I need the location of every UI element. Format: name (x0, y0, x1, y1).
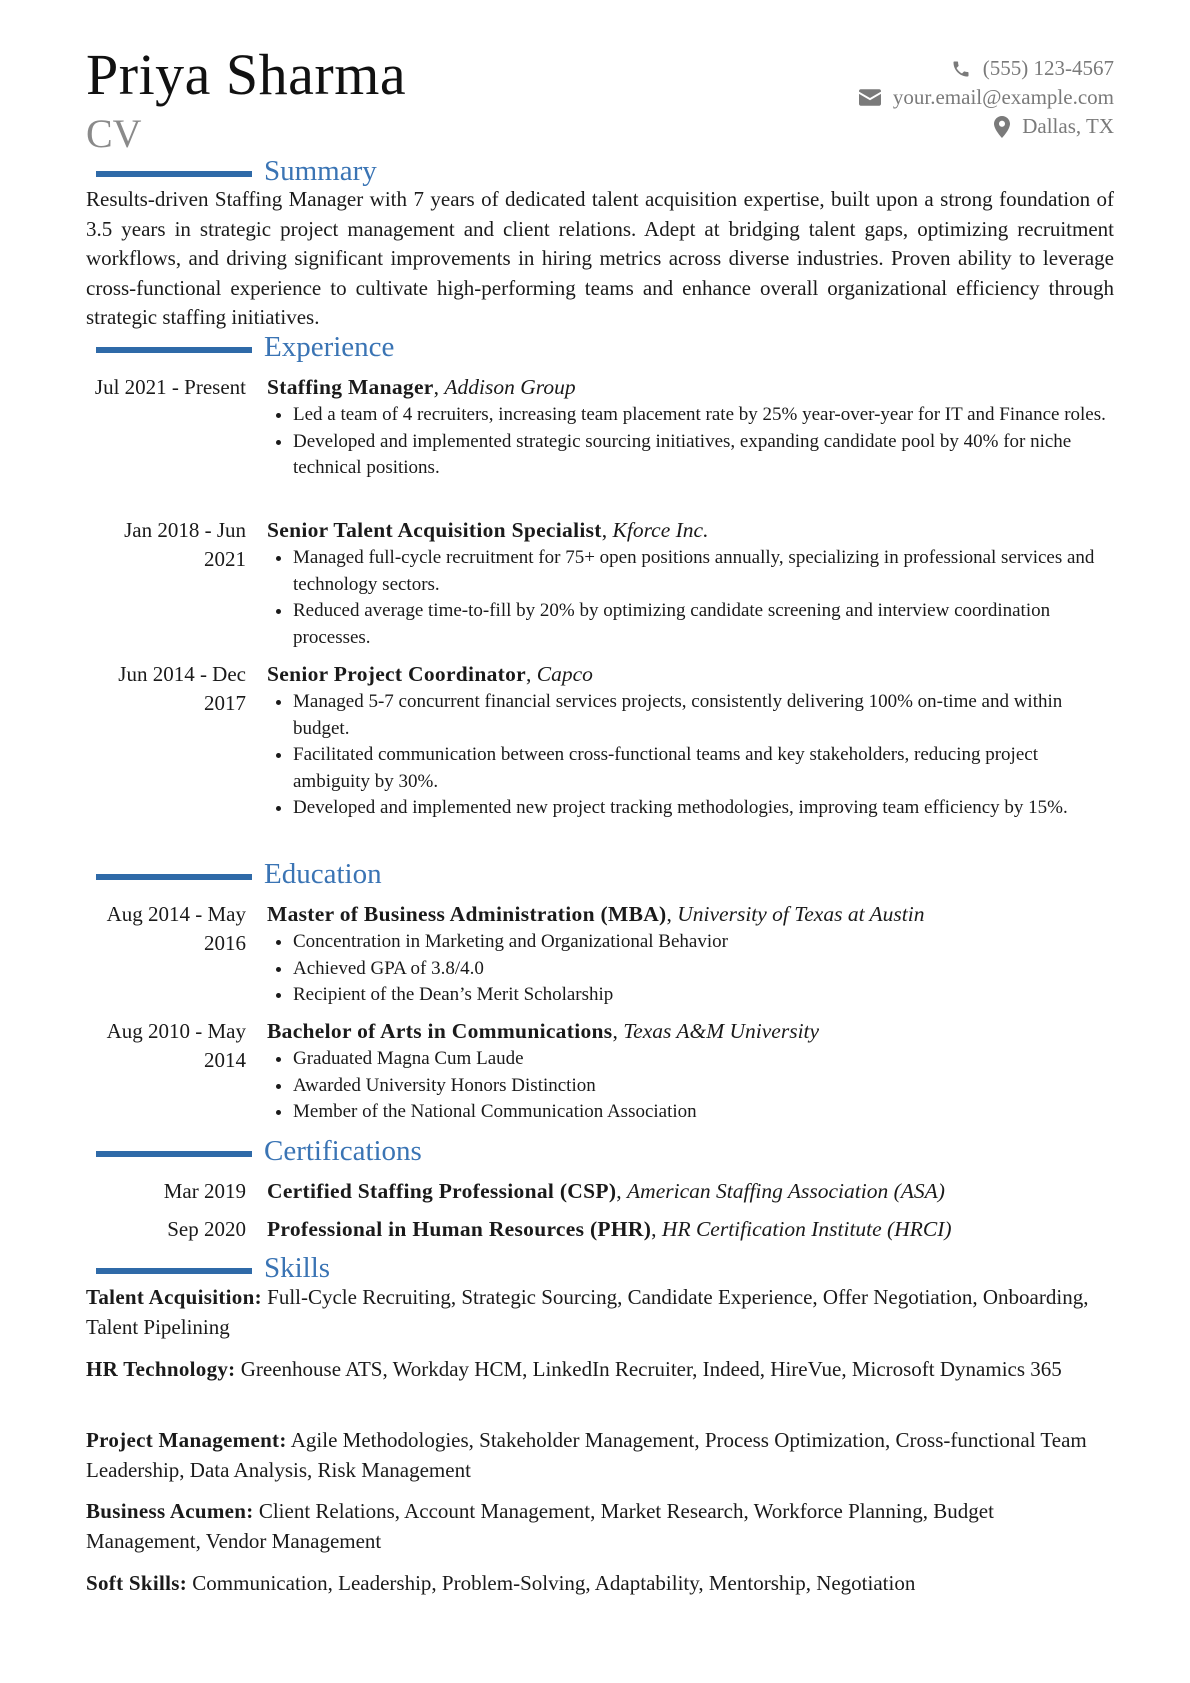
skill-group (86, 1497, 1114, 1556)
email-address[interactable]: your.email@example.com (892, 85, 1114, 109)
entry-role: Staffing Manager (267, 375, 434, 399)
section-title: Experience (264, 330, 395, 363)
envelope-icon (859, 89, 881, 106)
bullet-item: Recipient of the Dean’s Merit Scholarship (267, 982, 1114, 1009)
map-pin-icon (994, 116, 1010, 138)
entry-degree: Master of Business Administration (MBA) (267, 902, 667, 926)
skill-label: HR Technology: (86, 1357, 236, 1381)
skill-group (86, 1283, 1114, 1342)
section-bar (96, 171, 252, 177)
entry-heading: Senior Talent Acquisition Specialist, Kforce Inc. (267, 518, 709, 542)
contact-phone (859, 54, 1114, 83)
section-bar (96, 874, 252, 880)
certification-name: Certified Staffing Professional (CSP) (267, 1179, 617, 1203)
section-title: Summary (264, 154, 377, 187)
education-heading (96, 856, 382, 892)
entry-body (267, 660, 1114, 822)
entry-date: Jul 2021 - Present (94, 375, 246, 399)
entry-org: Addison Group (444, 375, 576, 399)
entry-bullets (267, 689, 1114, 822)
skill-label: Business Acumen: (86, 1499, 254, 1523)
entry-heading: Certified Staffing Professional (CSP), American Staffing Association (ASA) (267, 1179, 945, 1203)
skill-list: Client Relations, Account Management, Market Research, Workforce Planning, Budget Management, Vendor Management (86, 1499, 994, 1553)
contact-email (859, 83, 1114, 112)
entry-org: Kforce Inc. (612, 518, 709, 542)
bullet-item: Graduated Magna Cum Laude (267, 1046, 1114, 1073)
section-bar (96, 1268, 252, 1274)
bullet-item: Developed and implemented new project tracking methodologies, improving team efficiency by 15%. (267, 795, 1114, 822)
document-subtitle: CV (86, 111, 142, 156)
skill-list: Greenhouse ATS, Workday HCM, LinkedIn Recruiter, Indeed, HireVue, Microsoft Dynamics 365 (240, 1357, 1062, 1381)
cv-header (86, 40, 1114, 158)
entry-body (267, 1215, 1114, 1244)
entry-date: Mar 2019 (163, 1179, 246, 1203)
entry-org: Capco (536, 662, 593, 686)
bullet-item: Awarded University Honors Distinction (267, 1073, 1114, 1100)
skill-group (86, 1426, 1114, 1485)
skill-group (86, 1569, 1114, 1599)
entry-bullets (267, 929, 1114, 1009)
bullet-item: Managed 5-7 concurrent financial services projects, consistently delivering 100% on-time and within budget. (267, 689, 1114, 742)
entry-body (267, 900, 1114, 1009)
entry-heading: Professional in Human Resources (PHR), HR Certification Institute (HRCI) (267, 1217, 952, 1241)
section-title: Certifications (264, 1134, 422, 1167)
entry-bullets (267, 402, 1114, 482)
contact-block (859, 54, 1114, 141)
entry-date: Aug 2010 - May 2014 (106, 1019, 246, 1072)
entry-institution: University of Texas at Austin (677, 902, 925, 926)
skill-group (86, 1355, 1114, 1385)
entry-body (267, 516, 1114, 651)
bullet-item: Led a team of 4 recruiters, increasing team placement rate by 25% year-over-year for IT and Finance roles. (267, 402, 1114, 429)
certifications-heading (96, 1133, 422, 1169)
phone-icon (951, 59, 971, 79)
section-title: Education (264, 857, 382, 890)
phone-number: (555) 123-4567 (982, 56, 1114, 80)
entry-body (267, 373, 1114, 482)
entry-role: Senior Talent Acquisition Specialist (267, 518, 602, 542)
bullet-item: Achieved GPA of 3.8/4.0 (267, 956, 1114, 983)
skill-label: Project Management: (86, 1428, 287, 1452)
entry-degree: Bachelor of Arts in Communications (267, 1019, 613, 1043)
entry-bullets (267, 1046, 1114, 1126)
bullet-item: Member of the National Communication Association (267, 1099, 1114, 1126)
skill-label: Soft Skills: (86, 1571, 188, 1595)
skill-list: Communication, Leadership, Problem-Solving, Adaptability, Mentorship, Negotiation (192, 1571, 916, 1595)
entry-heading: Staffing Manager, Addison Group (267, 375, 576, 399)
location-text: Dallas, TX (1022, 114, 1114, 138)
contact-location (859, 112, 1114, 141)
summary-heading (96, 153, 377, 189)
skill-list: Agile Methodologies, Stakeholder Management, Process Optimization, Cross-functional Team Leadership, Data Analysis, Risk Management (86, 1428, 1087, 1482)
person-name: Priya Sharma (86, 42, 407, 107)
entry-date: Aug 2014 - May 2016 (106, 902, 246, 955)
summary-text: Results-driven Staffing Manager with 7 years of dedicated talent acquisition expertise, built upon a strong foundation of 3.5 years in strategic project management and client relations. Adept at bridging talent gaps, optimizing recruitment workflows, and driving significant improvements in hiring metrics across diverse industries. Proven ability to leverage cross-functional experience to cultivate high-performing teams and enhance overall organizational efficiency through strategic staffing initiatives. (86, 187, 1114, 329)
entry-body (267, 1177, 1114, 1206)
experience-heading (96, 329, 394, 365)
certification-name: Professional in Human Resources (PHR) (267, 1217, 652, 1241)
bullet-item: Reduced average time-to-fill by 20% by optimizing candidate screening and interview coordination processes. (267, 598, 1114, 651)
entry-date: Sep 2020 (167, 1217, 246, 1241)
section-title: Skills (264, 1251, 331, 1284)
skills-heading (96, 1250, 330, 1286)
certification-issuer: HR Certification Institute (HRCI) (661, 1217, 952, 1241)
section-bar (96, 1151, 252, 1157)
entry-date: Jan 2018 - Jun 2021 (124, 518, 246, 571)
bullet-item: Managed full-cycle recruitment for 75+ open positions annually, specializing in professional services and technology sectors. (267, 545, 1114, 598)
bullet-item: Developed and implemented strategic sourcing initiatives, expanding candidate pool by 40% for niche technical positions. (267, 429, 1114, 482)
entry-heading: Master of Business Administration (MBA), University of Texas at Austin (267, 902, 925, 926)
entry-heading: Bachelor of Arts in Communications, Texas A&M University (267, 1019, 820, 1043)
entry-heading: Senior Project Coordinator, Capco (267, 662, 593, 686)
entry-role: Senior Project Coordinator (267, 662, 526, 686)
skill-list: Full-Cycle Recruiting, Strategic Sourcing, Candidate Experience, Offer Negotiation, Onboarding, Talent Pipelining (86, 1285, 1089, 1339)
bullet-item: Facilitated communication between cross-functional teams and key stakeholders, reducing project ambiguity by 30%. (267, 742, 1114, 795)
entry-institution: Texas A&M University (623, 1019, 820, 1043)
skill-label: Talent Acquisition: (86, 1285, 262, 1309)
bullet-item: Concentration in Marketing and Organizational Behavior (267, 929, 1114, 956)
entry-date: Jun 2014 - Dec 2017 (118, 662, 246, 715)
entry-body (267, 1017, 1114, 1126)
section-bar (96, 347, 252, 353)
certification-issuer: American Staffing Association (ASA) (627, 1179, 945, 1203)
entry-bullets (267, 545, 1114, 651)
